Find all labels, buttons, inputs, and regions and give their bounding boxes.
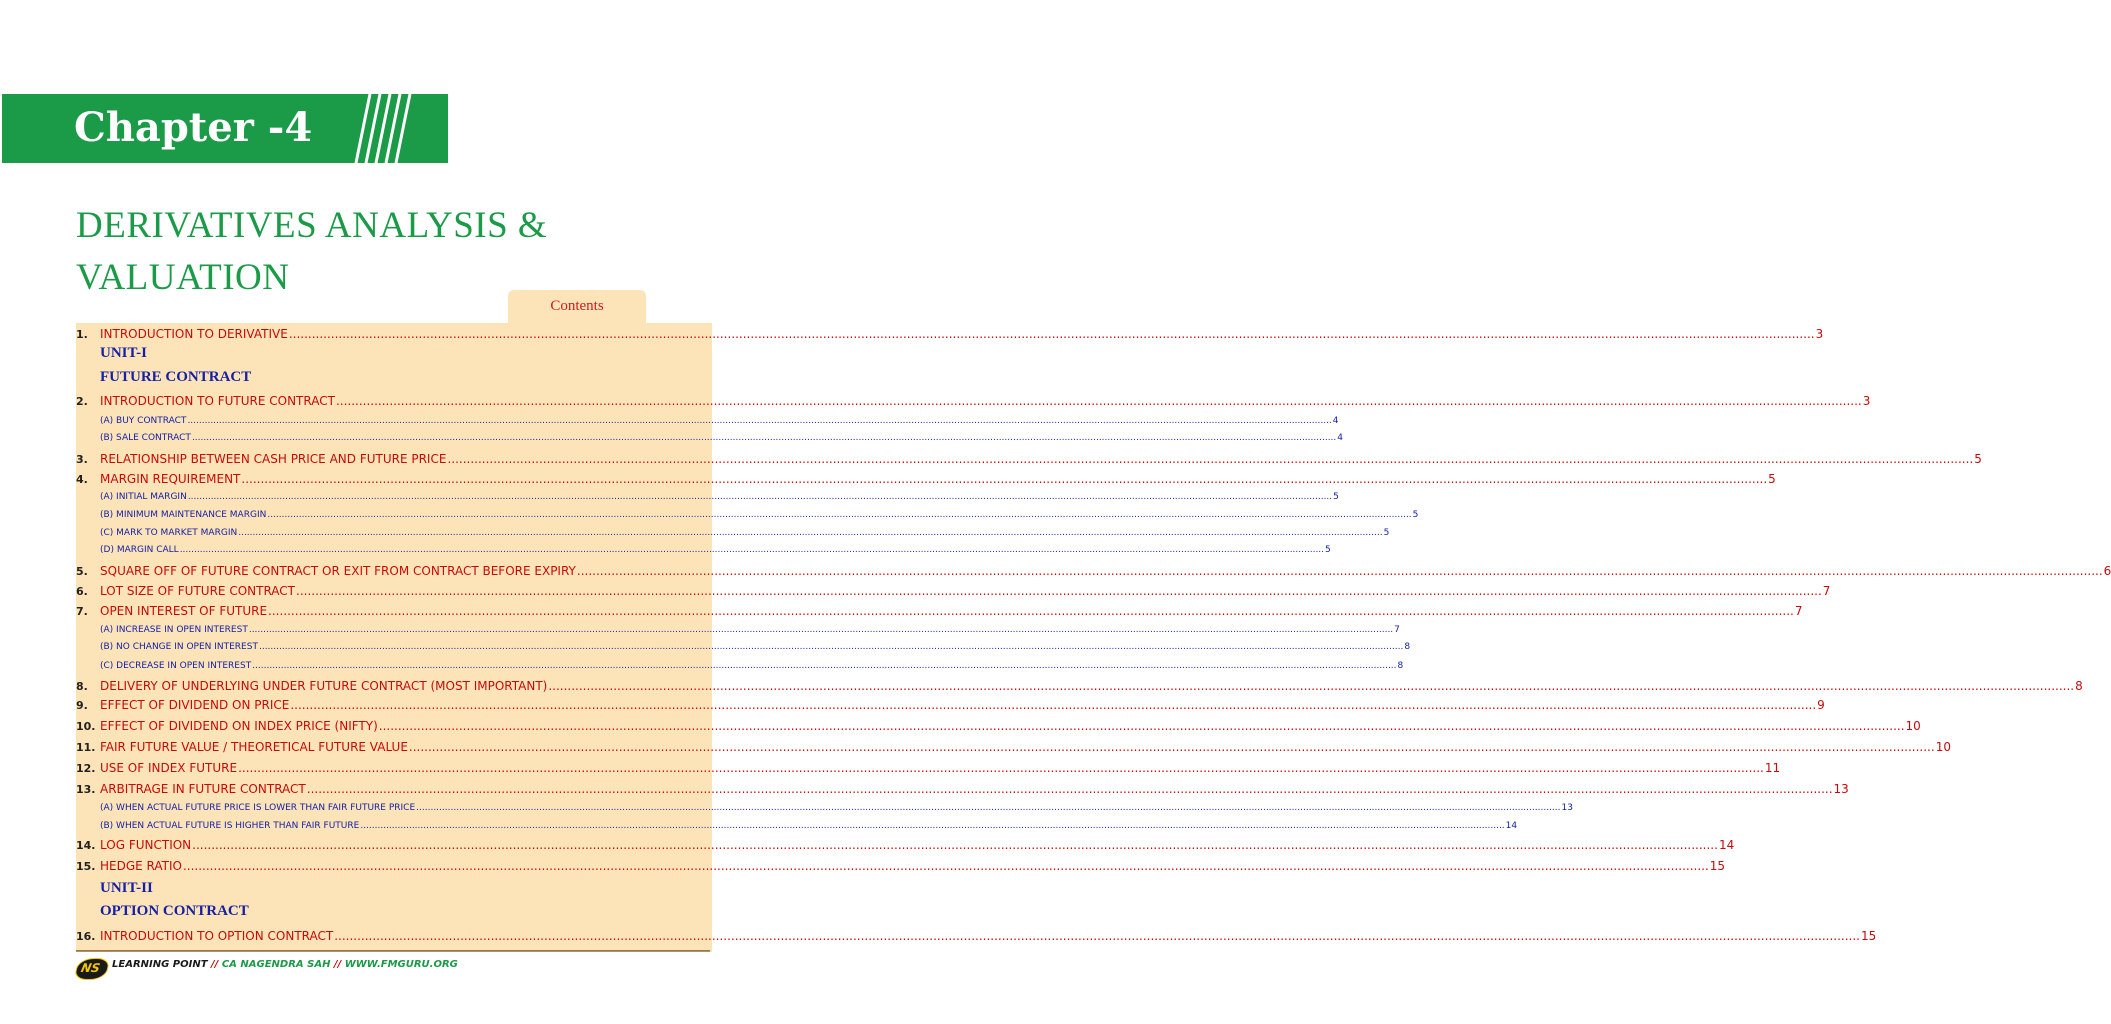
- toc-entry-number: 3.: [76, 453, 88, 466]
- toc-dot-leader: ................................................................................................................................................................................................................................................................................................................................................................................................................: [360, 821, 1505, 831]
- toc-page-number: 13: [1833, 782, 1849, 796]
- toc-page-number: 4: [1332, 416, 1339, 426]
- toc-entry-number: 5.: [76, 565, 88, 578]
- toc-page-number: 7: [1794, 604, 1803, 618]
- learning-point-logo: [74, 958, 111, 980]
- toc-dot-leader: ................................................................................................................................................................................................................................................................................................................................................................................................................: [335, 394, 1862, 408]
- toc-dot-leader: ................................................................................................................................................................................................................................................................................................................................................................................................................: [408, 740, 1935, 754]
- toc-entry-number: 13.: [76, 783, 96, 796]
- toc-entry[interactable]: [0, 719, 1921, 733]
- toc-subentry[interactable]: [0, 492, 1339, 502]
- toc-entry[interactable]: [0, 838, 1735, 852]
- toc-entry-number: 8.: [76, 680, 88, 693]
- toc-entry[interactable]: [0, 782, 1849, 796]
- toc-entry[interactable]: [0, 698, 1825, 712]
- toc-section-heading: UNIT-I: [100, 345, 147, 361]
- toc-entry-number: 1.: [76, 328, 88, 341]
- toc-entry-label: (D) MARGIN CALL: [100, 545, 179, 555]
- toc-entry-label: (B) WHEN ACTUAL FUTURE IS HIGHER THAN FAIR FUTURE: [100, 821, 360, 831]
- toc-section-heading: UNIT-II: [100, 880, 153, 896]
- toc-entry[interactable]: [0, 327, 1824, 341]
- document-title-line-1: DERIVATIVES ANALYSIS &: [76, 205, 548, 246]
- toc-page-number: 13: [1561, 803, 1573, 813]
- toc-subentry[interactable]: [0, 821, 1518, 831]
- toc-entry-label: RELATIONSHIP BETWEEN CASH PRICE AND FUTURE PRICE: [100, 452, 447, 466]
- toc-subentry[interactable]: [0, 625, 1400, 635]
- toc-page-number: 5: [1383, 528, 1390, 538]
- toc-entry-label: (A) INITIAL MARGIN: [100, 492, 187, 502]
- contents-tab: [508, 290, 646, 324]
- chapter-banner: [2, 94, 448, 163]
- toc-entry-label: INTRODUCTION TO OPTION CONTRACT: [100, 929, 334, 943]
- toc-entry-number: 14.: [76, 839, 96, 852]
- toc-entry-label: INTRODUCTION TO DERIVATIVE: [100, 327, 288, 341]
- toc-dot-leader: ................................................................................................................................................................................................................................................................................................................................................................................................................: [576, 564, 2103, 578]
- toc-entry[interactable]: [0, 679, 2083, 693]
- toc-page-number: 5: [1325, 545, 1331, 555]
- toc-dot-leader: ................................................................................................................................................................................................................................................................................................................................................................................................................: [192, 838, 1718, 852]
- toc-entry-label: (A) INCREASE IN OPEN INTEREST: [100, 625, 248, 635]
- toc-entry-label: USE OF INDEX FUTURE: [100, 761, 238, 775]
- toc-entry-label: (A) BUY CONTRACT: [100, 416, 187, 426]
- footer-separator: //: [333, 959, 342, 970]
- toc-dot-leader: ................................................................................................................................................................................................................................................................................................................................................................................................................: [416, 803, 1561, 813]
- chapter-title: Chapter -4: [74, 104, 313, 151]
- toc-entry-number: 7.: [76, 605, 88, 618]
- toc-subentry[interactable]: [0, 545, 1331, 555]
- footer-rule: [76, 950, 710, 952]
- footer-separator: //: [211, 959, 219, 970]
- toc-page-number: 9: [1817, 698, 1825, 712]
- toc-entry[interactable]: [0, 472, 1776, 486]
- toc-entry-number: 10.: [76, 720, 96, 733]
- toc-page-number: 8: [1397, 661, 1404, 671]
- toc-entry-label: DELIVERY OF UNDERLYING UNDER FUTURE CONTRACT (MOST IMPORTANT): [100, 679, 548, 693]
- toc-dot-leader: ................................................................................................................................................................................................................................................................................................................................................................................................................: [296, 584, 1822, 598]
- toc-entry-label: SQUARE OFF OF FUTURE CONTRACT OR EXIT FROM CONTRACT BEFORE EXPIRY: [100, 564, 576, 578]
- toc-entry[interactable]: [0, 564, 2111, 578]
- toc-dot-leader: ................................................................................................................................................................................................................................................................................................................................................................................................................: [248, 625, 1394, 635]
- toc-entry-number: 11.: [76, 741, 96, 754]
- toc-entry-label: LOT SIZE OF FUTURE CONTRACT: [100, 584, 296, 598]
- toc-subentry[interactable]: [0, 661, 1404, 671]
- toc-entry[interactable]: [0, 584, 1831, 598]
- toc-dot-leader: ................................................................................................................................................................................................................................................................................................................................................................................................................: [306, 782, 1833, 796]
- toc-page-number: 14: [1505, 821, 1518, 831]
- toc-subentry[interactable]: [0, 528, 1390, 538]
- footer: [112, 959, 458, 970]
- toc-dot-leader: ................................................................................................................................................................................................................................................................................................................................................................................................................: [378, 719, 1905, 733]
- toc-page-number: 8: [2075, 679, 2083, 693]
- contents-tab-label: Contents: [550, 298, 604, 314]
- toc-entry[interactable]: [0, 929, 1877, 943]
- toc-entry-label: LOG FUNCTION: [100, 838, 192, 852]
- toc-entry-number: 9.: [76, 699, 88, 712]
- toc-page-number: 7: [1822, 584, 1831, 598]
- toc-entry-number: 4.: [76, 473, 88, 486]
- toc-dot-leader: ................................................................................................................................................................................................................................................................................................................................................................................................................: [238, 528, 1383, 538]
- toc-page-number: 7: [1394, 625, 1400, 635]
- toc-dot-leader: ................................................................................................................................................................................................................................................................................................................................................................................................................: [288, 327, 1815, 341]
- toc-page-number: 5: [1768, 472, 1776, 486]
- toc-dot-leader: ................................................................................................................................................................................................................................................................................................................................................................................................................: [241, 472, 1768, 486]
- toc-page-number: 5: [1974, 452, 1982, 466]
- toc-subentry[interactable]: [0, 433, 1344, 443]
- toc-page-number: 3: [1815, 327, 1824, 341]
- stripes-decoration: [340, 94, 430, 163]
- toc-page-number: 4: [1337, 433, 1344, 443]
- document-title: [76, 200, 676, 304]
- toc-entry-label: (C) DECREASE IN OPEN INTEREST: [100, 661, 252, 671]
- toc-dot-leader: ................................................................................................................................................................................................................................................................................................................................................................................................................: [187, 492, 1333, 502]
- toc-entry-label: (B) SALE CONTRACT: [100, 433, 191, 443]
- toc-page-number: 6: [2103, 564, 2111, 578]
- toc-page-number: 11: [1764, 761, 1781, 775]
- toc-entry-number: 16.: [76, 930, 96, 943]
- toc-entry-label: INTRODUCTION TO FUTURE CONTRACT: [100, 394, 335, 408]
- toc-entry-label: (B) NO CHANGE IN OPEN INTEREST: [100, 642, 258, 652]
- toc-entry-label: ARBITRAGE IN FUTURE CONTRACT: [100, 782, 306, 796]
- toc-entry-label: (C) MARK TO MARKET MARGIN: [100, 528, 238, 538]
- toc-dot-leader: ................................................................................................................................................................................................................................................................................................................................................................................................................: [252, 661, 1397, 671]
- footer-author: CA NAGENDRA SAH: [221, 959, 331, 970]
- toc-dot-leader: ................................................................................................................................................................................................................................................................................................................................................................................................................: [258, 642, 1404, 652]
- toc-page-number: 14: [1718, 838, 1735, 852]
- footer-brand: LEARNING POINT: [112, 959, 208, 970]
- toc-entry-label: (A) WHEN ACTUAL FUTURE PRICE IS LOWER THAN FAIR FUTURE PRICE: [100, 803, 416, 813]
- toc-subentry[interactable]: [0, 803, 1573, 813]
- toc-dot-leader: ................................................................................................................................................................................................................................................................................................................................................................................................................: [187, 416, 1332, 426]
- toc-entry-label: (B) MINIMUM MAINTENANCE MARGIN: [100, 510, 267, 520]
- toc-page-number: 15: [1709, 859, 1726, 873]
- toc-page-number: 8: [1404, 642, 1411, 652]
- toc-entry-label: MARGIN REQUIREMENT: [100, 472, 241, 486]
- toc-entry[interactable]: [0, 604, 1803, 618]
- toc-page-number: 5: [1412, 510, 1419, 520]
- toc-page-number: 10: [1905, 719, 1921, 733]
- toc-subentry[interactable]: [0, 510, 1419, 520]
- toc-entry-label: FAIR FUTURE VALUE / THEORETICAL FUTURE VALUE: [100, 740, 408, 754]
- toc-entry[interactable]: [0, 761, 1781, 775]
- toc-entry[interactable]: [0, 452, 1982, 466]
- toc-entry[interactable]: [0, 859, 1726, 873]
- toc-subentry[interactable]: [0, 642, 1411, 652]
- toc-page-number: 5: [1333, 492, 1339, 502]
- toc-dot-leader: ................................................................................................................................................................................................................................................................................................................................................................................................................: [447, 452, 1974, 466]
- toc-page-number: 3: [1862, 394, 1871, 408]
- toc-dot-leader: ................................................................................................................................................................................................................................................................................................................................................................................................................: [238, 761, 1764, 775]
- document-title-line-2: VALUATION: [76, 257, 290, 298]
- toc-dot-leader: ................................................................................................................................................................................................................................................................................................................................................................................................................: [548, 679, 2075, 693]
- toc-entry-number: 6.: [76, 585, 88, 598]
- logo-text: NS: [79, 961, 102, 975]
- toc-section-heading: FUTURE CONTRACT: [100, 369, 252, 385]
- toc-entry-label: EFFECT OF DIVIDEND ON PRICE: [100, 698, 290, 712]
- toc-dot-leader: ................................................................................................................................................................................................................................................................................................................................................................................................................: [182, 859, 1709, 873]
- toc-entry-number: 12.: [76, 762, 96, 775]
- toc-dot-leader: ................................................................................................................................................................................................................................................................................................................................................................................................................: [267, 510, 1412, 520]
- toc-dot-leader: ................................................................................................................................................................................................................................................................................................................................................................................................................: [290, 698, 1817, 712]
- toc-entry-label: EFFECT OF DIVIDEND ON INDEX PRICE (NIFTY): [100, 719, 378, 733]
- toc-dot-leader: ................................................................................................................................................................................................................................................................................................................................................................................................................: [334, 929, 1860, 943]
- toc-dot-leader: ................................................................................................................................................................................................................................................................................................................................................................................................................: [191, 433, 1337, 443]
- toc-entry-number: 15.: [76, 860, 96, 873]
- toc-dot-leader: ................................................................................................................................................................................................................................................................................................................................................................................................................: [179, 545, 1325, 555]
- toc-dot-leader: ................................................................................................................................................................................................................................................................................................................................................................................................................: [268, 604, 1794, 618]
- toc-entry-label: HEDGE RATIO: [100, 859, 182, 873]
- toc-section-heading: OPTION CONTRACT: [100, 903, 249, 919]
- toc-page-number: 15: [1860, 929, 1877, 943]
- toc-subentry[interactable]: [0, 416, 1339, 426]
- toc-entry-label: OPEN INTEREST OF FUTURE: [100, 604, 268, 618]
- toc-entry-number: 2.: [76, 395, 88, 408]
- footer-website[interactable]: WWW.FMGURU.ORG: [344, 959, 458, 970]
- toc-entry[interactable]: [0, 740, 1951, 754]
- toc-page-number: 10: [1935, 740, 1951, 754]
- toc-entry[interactable]: [0, 394, 1871, 408]
